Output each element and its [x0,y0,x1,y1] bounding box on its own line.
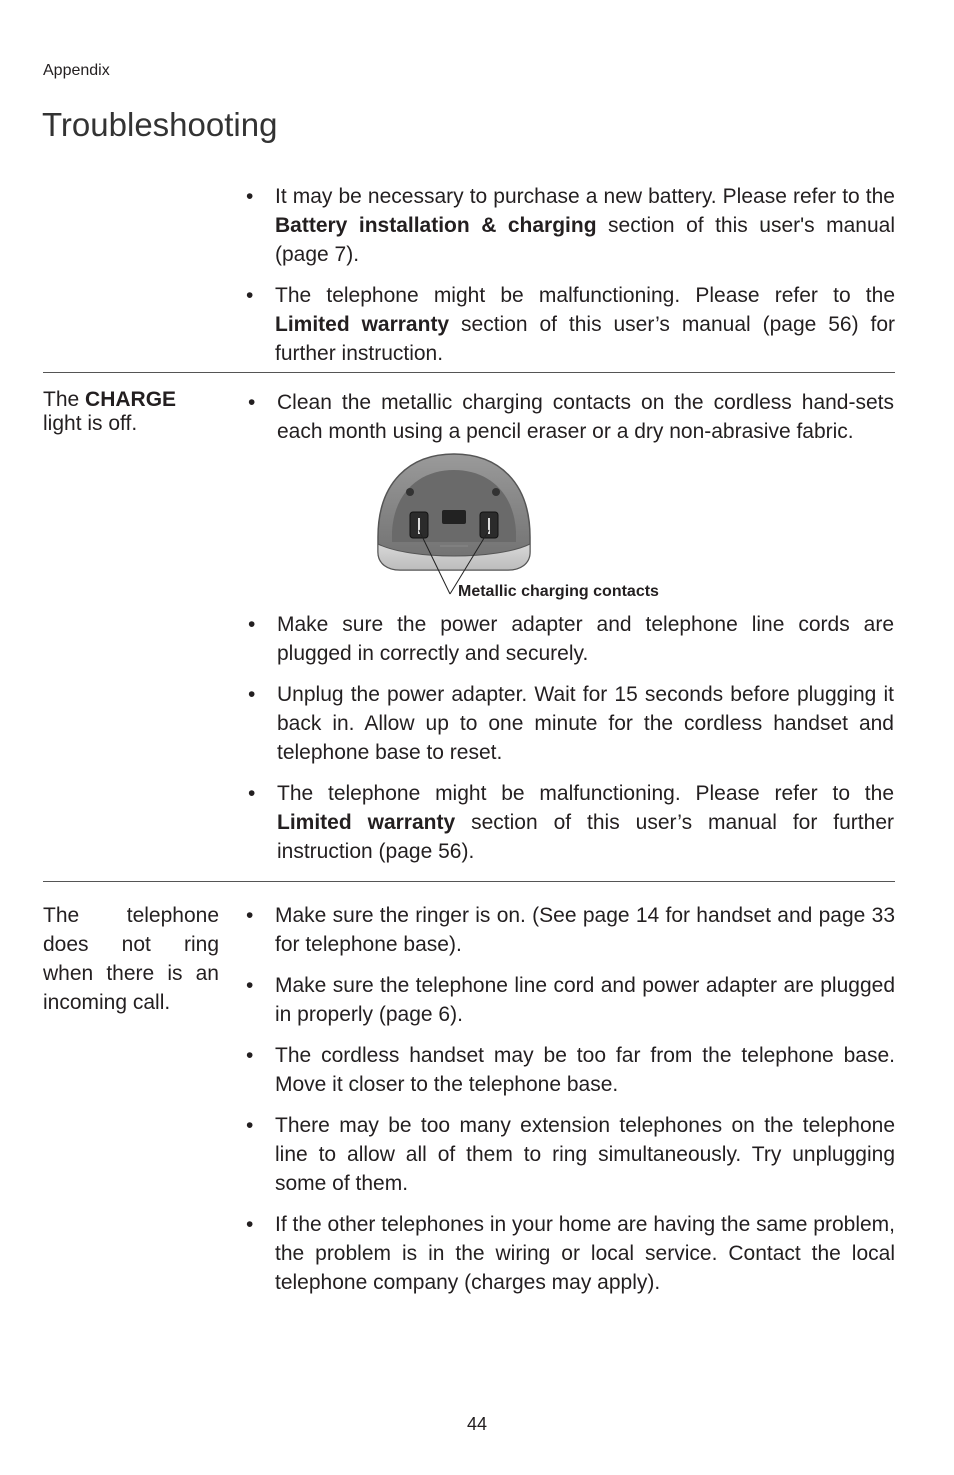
section-label: Appendix [43,62,110,79]
problem-no-ring: The telephone does not ring when there is an incoming call. [43,904,219,1014]
bullet-icon: • [246,185,254,208]
figure-caption: Metallic charging contacts [458,583,659,600]
body-text: Unplug the power adapter. Wait for 15 seconds before plugging it back in. Allow up to one minute for the cordless handset and telephone base to reset. [277,683,894,764]
body-text: Clean the metallic charging contacts on the cordless hand-sets each month using a pencil eraser or a dry non-abrasive fabric. [277,391,894,443]
list-item [248,680,894,767]
problem-charge-light [43,388,219,436]
list-item [246,1041,895,1099]
page-number: 44 [466,1414,488,1434]
body-text: Make sure the telephone line cord and power adapter are plugged in properly (page 6). [275,974,895,1026]
emphasis-text: Battery installation & charging [275,214,597,237]
body-text: There may be too many extension telephones on the telephone line to allow all of them to ring simultaneously. Try unplugging some of them. [275,1114,895,1195]
list-item [246,971,895,1029]
body-text: section of this user’s manual for further instruction (page 56). [277,811,894,863]
solution-list-1 [246,182,895,380]
list-item [248,388,894,446]
list-item [246,1111,895,1198]
bullet-icon: • [248,391,256,414]
body-text: If the other telephones in your home are having the same problem, the problem is in the wiring or local service. Contact the local telephone company (charges may apply). [275,1213,895,1294]
body-text: It may be necessary to purchase a new battery. Please refer to the [275,185,895,208]
bullet-icon: • [246,1044,254,1067]
bullet-icon: • [246,1114,254,1137]
problem-charge-keyword: CHARGE [85,388,177,411]
page-title: Troubleshooting [42,106,278,143]
body-text: The telephone might be malfunctioning. Please refer to the [277,782,894,805]
divider-1 [43,372,895,373]
bullet-icon: • [248,683,256,706]
divider-2 [43,881,895,882]
body-text: Make sure the ringer is on. (See page 14 for handset and page 33 for telephone base). [275,904,895,956]
emphasis-text: Limited warranty [277,811,456,834]
bullet-icon: • [248,613,256,636]
body-text: The telephone might be malfunctioning. Please refer to the [275,284,895,307]
list-item [248,779,894,866]
list-item [246,1210,895,1297]
list-item [246,182,895,269]
problem-prefix: The [43,388,86,411]
list-item [246,281,895,368]
list-item [248,610,894,668]
emphasis-text: Limited warranty [275,313,450,336]
body-text: The cordless handset may be too far from the telephone base. Move it closer to the telephone base. [275,1044,895,1096]
solution-list-2b [248,610,894,878]
bullet-icon: • [246,904,254,927]
list-item [246,901,895,959]
bullet-icon: • [246,1213,254,1236]
solution-list-3 [246,901,895,1309]
body-text: section of this user’s manual (page 56) for further instruction. [275,313,895,365]
solution-list-2a [248,388,894,458]
body-text: section of this user's manual (page 7). [275,214,895,266]
body-text: Make sure the power adapter and telephone line cords are plugged in correctly and securely. [277,613,894,665]
bullet-icon: • [246,284,254,307]
bullet-icon: • [246,974,254,997]
problem-suffix: light is off. [43,412,138,435]
bullet-icon: • [248,782,256,805]
